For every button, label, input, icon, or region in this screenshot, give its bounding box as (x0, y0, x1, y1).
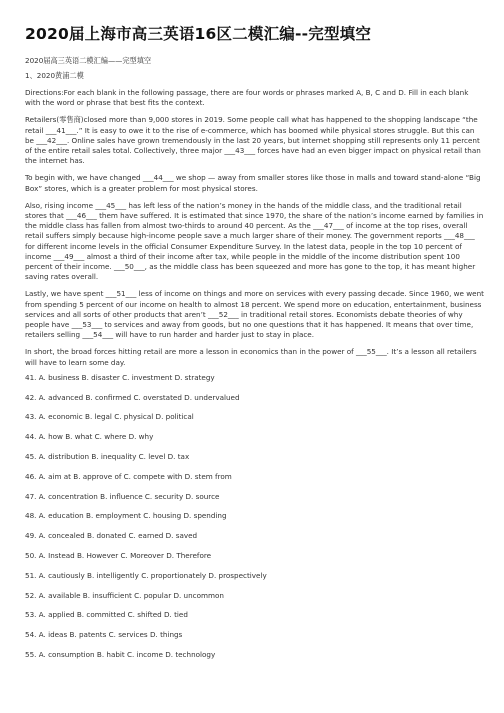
directions-paragraph: Directions:For each blank in the following passage, there are four words or phrases marked A, B, C and D. Fill in each blank with the word or phrase that best fits the context. (25, 88, 469, 108)
option-line-51: 51. A. cautiously B. intelligently C. proportionately D. prospectively (25, 570, 267, 580)
option-line-50: 50. A. Instead B. However C. Moreover D. Therefore (25, 551, 212, 561)
option-line-45: 45. A. distribution B. inequality C. level D. tax (25, 452, 190, 462)
section-heading: 1、2020黄浦二模 (25, 71, 84, 80)
option-line-48: 48. A. education B. employment C. housing D. spending (25, 511, 227, 521)
passage-paragraph-1: Retailers(零售商)closed more than 9,000 stores in 2019. Some people call what has happened to the shopping landscape “the retail ___41___.” It is easy to owe it to the rise of e-commerce, which has boomed while physical stores struggle. But this can be ___42___. Online sales have grown tremendously in the last 20 years, but internet shopping still represents only 11 percent of the entire retail sales total. Collectively, three major ___43___ forces have had an even bigger impact on physical retail than the internet has. (25, 115, 481, 166)
option-line-46: 46. A. aim at B. approve of C. compete with D. stem from (25, 471, 232, 481)
option-line-43: 43. A. economic B. legal C. physical D. political (25, 412, 194, 422)
passage-paragraph-4: Lastly, we have spent ___51___ less of income on things and more on services with every passing decade. Since 1960, we went from spending 5 percent of our income on health to almost 18 percent. We spend more on education, entertainment, business services and all sorts of other products that aren’t ___52___ in traditional retail stores. Economists debate theories of why people have ___53___ to services and away from goods, but no one questions that it has happened. It means that over time, retailers selling ___54___ will have to run harder and harder just to stay in place. (25, 289, 484, 340)
passage-paragraph-2: To begin with, we have changed ___44___ we shop — away from smaller stores like those in malls and toward stand-alone “Big Box” stores, which is a greater problem for most physical stores. (25, 173, 481, 193)
passage-paragraph-3: Also, rising income ___45___ has left less of the nation’s money in the hands of the middle class, and the traditional retail stores that ___46___ them have suffered. It is estimated that since 1970, the share of the nation’s income earned by families in the middle class has fallen from almost two-thirds to around 40 percent. As the ___47___ of income at the top rises, overall retail suffers simply because high-income people save a much larger share of their money. The government reports ___48___ for different income levels in the official Consumer Expenditure Survey. In the latest data, people in the top 10 percent of income ___49___ almost a third of their income after tax, while people in the middle of the income distribution spent 100 percent of their income. ___50___, as the middle class has been squeezed and more has gone to the top, it has meant higher saving rates overall. (25, 200, 484, 282)
option-line-42: 42. A. advanced B. confirmed C. overstated D. undervalued (25, 392, 240, 402)
option-line-55: 55. A. consumption B. habit C. income D. technology (25, 650, 216, 660)
option-line-41: 41. A. business B. disaster C. investment D. strategy (25, 372, 215, 382)
option-line-47: 47. A. concentration B. influence C. security D. source (25, 491, 220, 501)
answer-options (25, 373, 484, 660)
option-line-52: 52. A. available B. insufficient C. popular D. uncommon (25, 590, 224, 600)
option-line-54: 54. A. ideas B. patents C. services D. things (25, 630, 183, 640)
option-line-53: 53. A. applied B. committed C. shifted D. tied (25, 610, 188, 620)
passage-paragraph-5: In short, the broad forces hitting retail are more a lesson in economics than in the power of ___55___. It’s a lesson all retailers will have to learn some day. (25, 347, 477, 367)
option-line-49: 49. A. concealed B. donated C. earned D. saved (25, 531, 198, 541)
document-subtitle: 2020届高三英语二模汇编——完型填空 (25, 56, 152, 65)
document-title: 2020届上海市高三英语16区二模汇编--完型填空 (25, 25, 372, 43)
option-line-44: 44. A. how B. what C. where D. why (25, 432, 154, 442)
